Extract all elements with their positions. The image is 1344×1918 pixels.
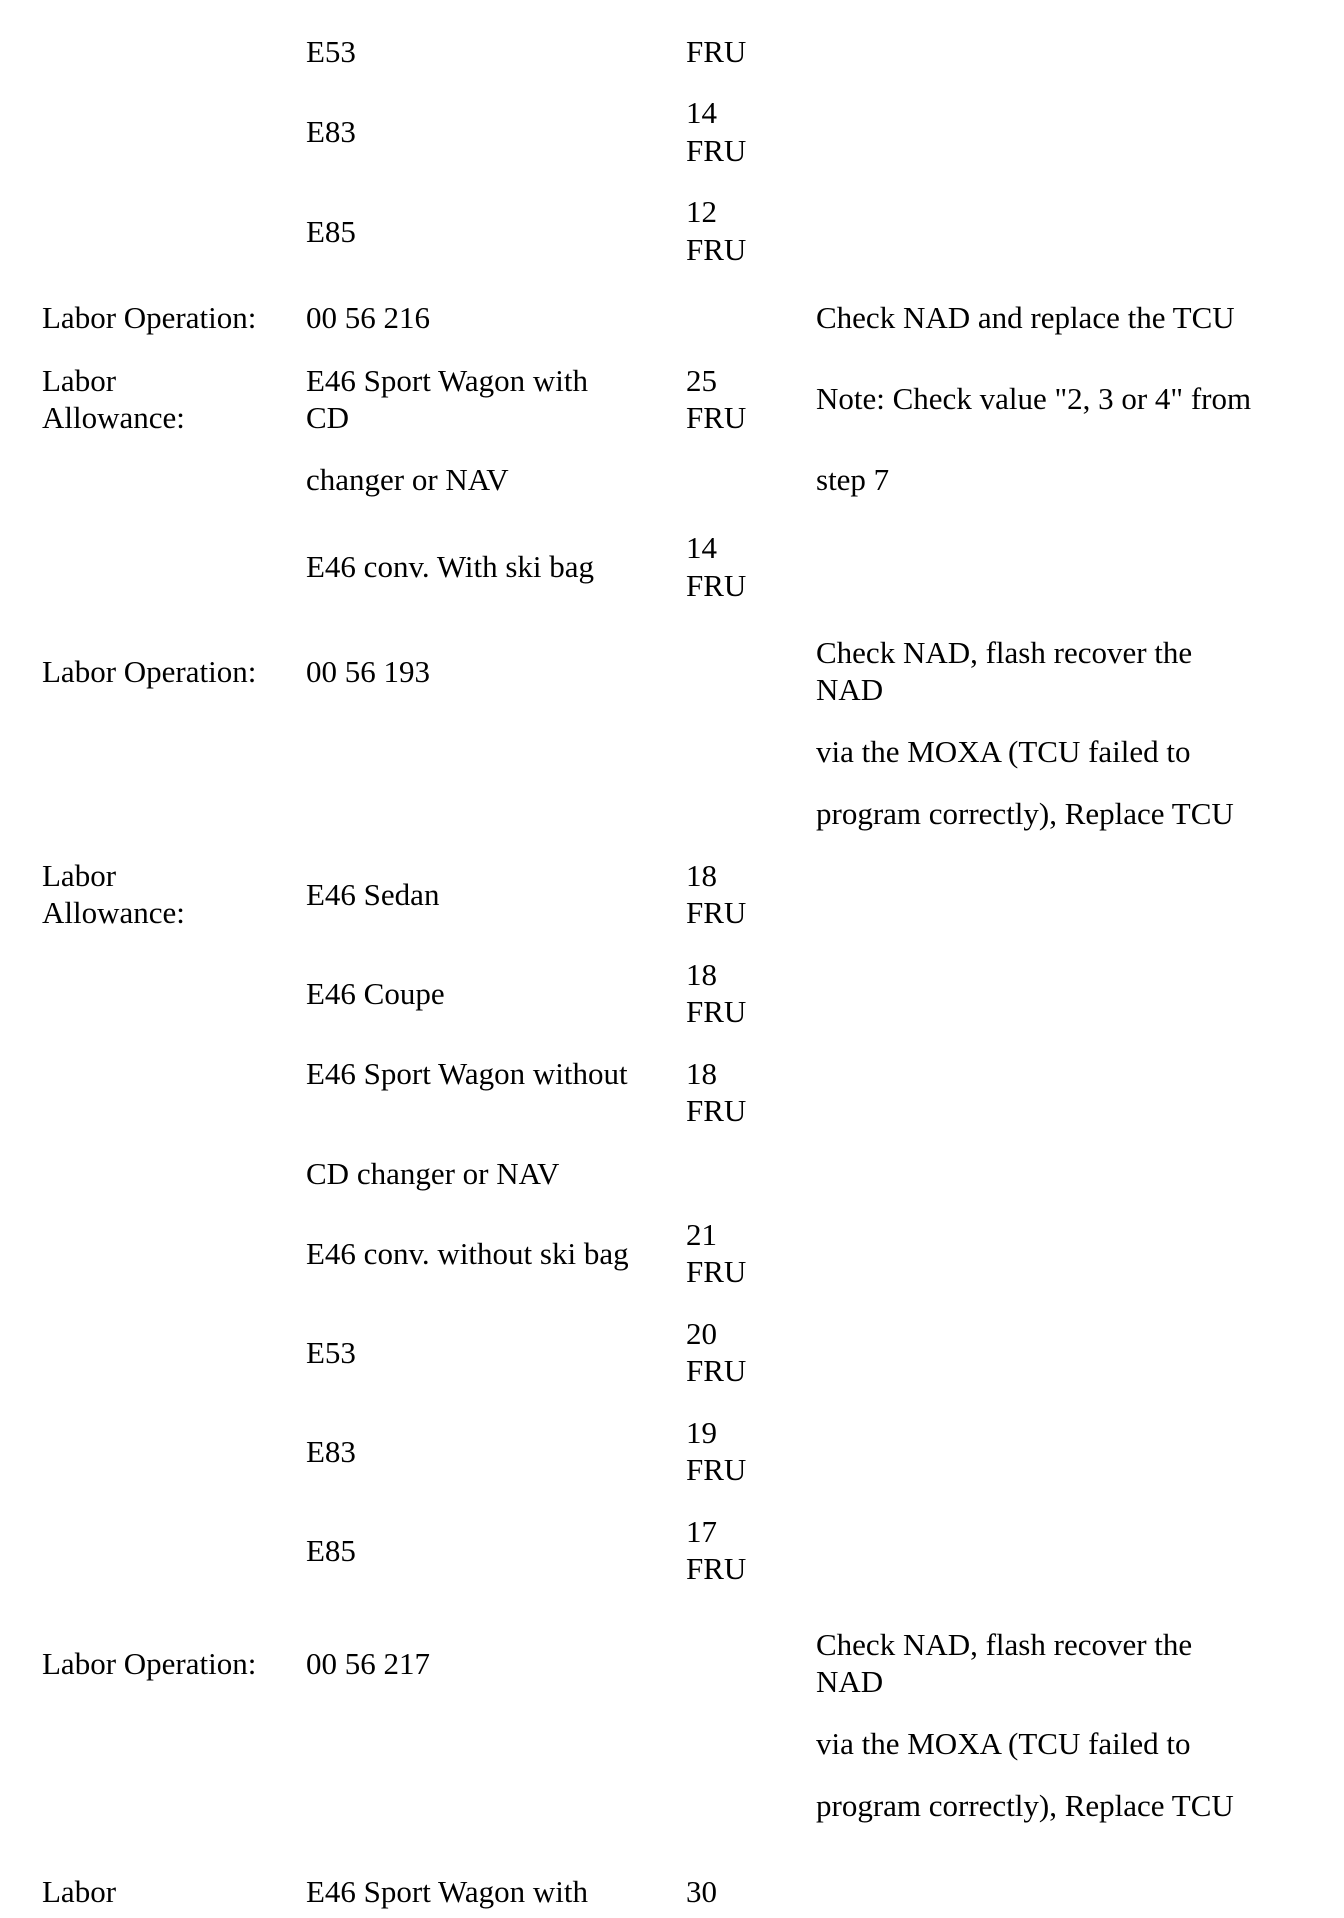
row-0-fru-unit: FRU: [686, 34, 747, 69]
row-3-label: Labor Operation:: [42, 300, 257, 335]
row-16-fru-unit: FRU: [686, 1452, 747, 1487]
row-8-note: via the MOXA (TCU failed to: [816, 734, 1191, 769]
row-10-label-line1: Labor: [42, 858, 117, 893]
row-10-fru-unit: FRU: [686, 895, 747, 930]
row-11-item: E46 Coupe: [306, 976, 445, 1011]
row-7-note-line1: Check NAD, flash recover the: [816, 635, 1193, 670]
row-18-note-line1: Check NAD, flash recover the: [816, 1627, 1193, 1662]
row-12-item: E46 Sport Wagon without: [306, 1056, 628, 1091]
row-19-note: via the MOXA (TCU failed to: [816, 1726, 1191, 1761]
row-4-fru-unit: FRU: [686, 400, 747, 435]
row-7-note-line2: NAD: [816, 672, 884, 707]
row-16-item: E83: [306, 1434, 356, 1469]
row-18-note-line2: NAD: [816, 1664, 884, 1699]
row-15-item: E53: [306, 1335, 356, 1370]
row-4-label-line1: Labor: [42, 363, 117, 398]
row-1-item: E83: [306, 114, 356, 149]
row-4-item-line1: E46 Sport Wagon with: [306, 363, 588, 398]
row-15-fru-num: 20: [686, 1316, 717, 1351]
row-7-label: Labor Operation:: [42, 654, 257, 689]
row-17-item: E85: [306, 1533, 356, 1568]
row-3-note: Check NAD and replace the TCU: [816, 300, 1235, 335]
row-17-fru-num: 17: [686, 1514, 717, 1549]
row-13-item: CD changer or NAV: [306, 1156, 560, 1191]
row-6-fru-num: 14: [686, 530, 717, 565]
row-15-fru-unit: FRU: [686, 1353, 747, 1388]
row-1-fru-unit: FRU: [686, 133, 747, 168]
row-1-fru-num: 14: [686, 95, 717, 130]
row-12-fru-unit: FRU: [686, 1093, 747, 1128]
row-10-item: E46 Sedan: [306, 877, 440, 912]
row-10-label-line2: Allowance:: [42, 895, 185, 930]
row-16-fru-num: 19: [686, 1415, 717, 1450]
row-18-item: 00 56 217: [306, 1646, 430, 1681]
row-9-note: program correctly), Replace TCU: [816, 796, 1234, 831]
row-20-note: program correctly), Replace TCU: [816, 1788, 1234, 1823]
row-6-fru-unit: FRU: [686, 568, 747, 603]
row-4-note: Note: Check value "2, 3 or 4" from: [816, 381, 1252, 416]
row-7-item: 00 56 193: [306, 654, 430, 689]
row-21-fru-num: 30: [686, 1874, 717, 1909]
row-18-label: Labor Operation:: [42, 1646, 257, 1681]
row-21-label: Labor: [42, 1874, 117, 1909]
row-4-item-line2: CD: [306, 400, 350, 435]
row-10-fru-num: 18: [686, 858, 717, 893]
row-17-fru-unit: FRU: [686, 1551, 747, 1586]
row-21-item: E46 Sport Wagon with: [306, 1874, 588, 1909]
row-12-fru-num: 18: [686, 1056, 717, 1091]
row-11-fru-unit: FRU: [686, 994, 747, 1029]
row-14-fru-num: 21: [686, 1217, 717, 1252]
row-4-fru-num: 25: [686, 363, 717, 398]
row-2-fru-unit: FRU: [686, 232, 747, 267]
row-6-item: E46 conv. With ski bag: [306, 549, 595, 584]
row-2-item: E85: [306, 214, 356, 249]
row-3-item: 00 56 216: [306, 300, 430, 335]
row-0-item: E53: [306, 34, 356, 69]
row-2-fru-num: 12: [686, 194, 717, 229]
row-5-note: step 7: [816, 462, 890, 497]
row-4-label-line2: Allowance:: [42, 400, 185, 435]
row-11-fru-num: 18: [686, 957, 717, 992]
row-14-fru-unit: FRU: [686, 1254, 747, 1289]
row-14-item: E46 conv. without ski bag: [306, 1236, 629, 1271]
row-5-item: changer or NAV: [306, 462, 509, 497]
